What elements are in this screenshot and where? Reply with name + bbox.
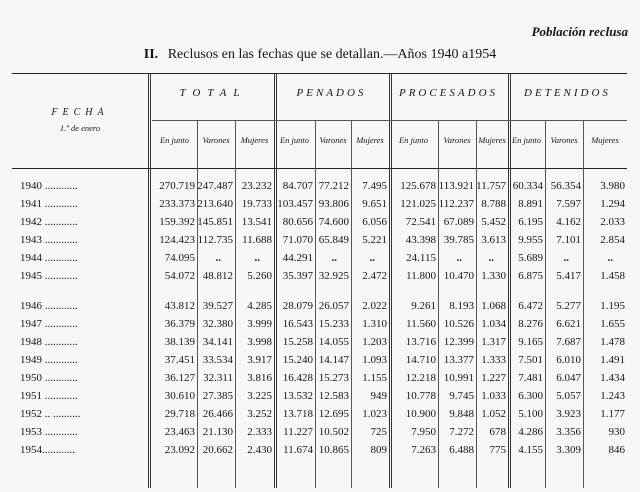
value-cell: 72.541 [405, 216, 436, 228]
value-cell: 1.203 [362, 336, 387, 348]
value-cell: 28.079 [282, 300, 313, 312]
table-row [0, 267, 640, 285]
table-row [0, 369, 640, 387]
value-cell: 9.651 [362, 198, 387, 210]
value-cell: 34.141 [202, 336, 233, 348]
value-cell: 7.950 [411, 426, 436, 438]
value-cell: 112.735 [197, 234, 233, 246]
value-cell: 1.177 [600, 408, 625, 420]
value-cell: 1.491 [600, 354, 625, 366]
column-subheader: En junto [398, 135, 429, 145]
value-cell: 1.052 [481, 408, 506, 420]
value-cell: .. [563, 252, 569, 264]
column-subheader: Varones [319, 135, 347, 145]
value-cell: 1.195 [600, 300, 625, 312]
value-cell: 26.466 [202, 408, 233, 420]
year-cell: 1946 ............ [20, 300, 78, 312]
value-cell: 8.276 [518, 318, 543, 330]
value-cell: 3.923 [556, 408, 581, 420]
value-cell: 14.055 [318, 336, 349, 348]
value-cell: 10.991 [443, 372, 474, 384]
table-title [0, 47, 640, 63]
value-cell: 10.900 [405, 408, 436, 420]
value-cell: 6.047 [556, 372, 581, 384]
value-cell: 3.917 [247, 354, 272, 366]
column-subheader: Varones [202, 135, 230, 145]
page-header: Población reclusa [531, 24, 628, 39]
value-cell: 10.502 [318, 426, 349, 438]
value-cell: 4.285 [247, 300, 272, 312]
year-cell: 1950 ............ [20, 372, 78, 384]
value-cell: 12.695 [318, 408, 349, 420]
group-underline [389, 120, 508, 121]
value-cell: 13.377 [443, 354, 474, 366]
value-cell: 16.543 [282, 318, 313, 330]
value-cell: 14.147 [318, 354, 349, 366]
value-cell: 14.710 [405, 354, 436, 366]
value-cell: 145.851 [197, 216, 233, 228]
fecha-header: FECHA [51, 107, 109, 118]
value-cell: 3.816 [247, 372, 272, 384]
value-cell: 247.487 [197, 180, 233, 192]
value-cell: 13.532 [282, 390, 313, 402]
column-subheader: Varones [443, 135, 471, 145]
value-cell: 846 [608, 444, 625, 456]
column-subheader: Mujeres [591, 135, 619, 145]
value-cell: 36.379 [164, 318, 195, 330]
value-cell: 6.010 [556, 354, 581, 366]
value-cell: 23.232 [241, 180, 272, 192]
value-cell: 2.022 [362, 300, 387, 312]
value-cell: 1.434 [600, 372, 625, 384]
value-cell: 1.333 [481, 354, 506, 366]
value-cell: 13.718 [282, 408, 313, 420]
value-cell: 5.277 [556, 300, 581, 312]
value-cell: 8.891 [518, 198, 543, 210]
value-cell: .. [456, 252, 462, 264]
value-cell: 20.662 [202, 444, 233, 456]
value-cell: 39.527 [202, 300, 233, 312]
value-cell: 36.127 [164, 372, 195, 384]
value-cell: 15.273 [318, 372, 349, 384]
value-cell: 5.689 [518, 252, 543, 264]
value-cell: 11.757 [476, 180, 506, 192]
value-cell: 3.225 [247, 390, 272, 402]
value-cell: 949 [370, 390, 387, 402]
value-cell: 6.621 [556, 318, 581, 330]
value-cell: 5.452 [481, 216, 506, 228]
column-subheader: En junto [511, 135, 542, 145]
value-cell: 43.812 [164, 300, 195, 312]
value-cell: 6.056 [362, 216, 387, 228]
value-cell: 1.155 [362, 372, 387, 384]
value-cell: 1.317 [481, 336, 506, 348]
table-row [0, 231, 640, 249]
value-cell: 1.227 [481, 372, 506, 384]
value-cell: 32.925 [318, 270, 349, 282]
value-cell: 2.430 [247, 444, 272, 456]
value-cell: 3.309 [556, 444, 581, 456]
value-cell: 8.788 [481, 198, 506, 210]
year-cell: 1945 ............ [20, 270, 78, 282]
value-cell: 35.397 [282, 270, 313, 282]
group-header: DETENIDOS [524, 87, 611, 99]
value-cell: 33.534 [202, 354, 233, 366]
table-row [0, 405, 640, 423]
value-cell: 56.354 [550, 180, 581, 192]
value-cell: 1.294 [600, 198, 625, 210]
value-cell: 67.089 [443, 216, 474, 228]
column-subheader: En junto [279, 135, 310, 145]
value-cell: 7.495 [362, 180, 387, 192]
table-row [0, 177, 640, 195]
value-cell: 15.233 [318, 318, 349, 330]
table-row [0, 297, 640, 315]
value-cell: 19.733 [241, 198, 272, 210]
value-cell: 121.025 [400, 198, 436, 210]
table-row [0, 249, 640, 267]
value-cell: 725 [370, 426, 387, 438]
value-cell: 3.998 [247, 336, 272, 348]
value-cell: 6.300 [518, 390, 543, 402]
value-cell: 8.193 [449, 300, 474, 312]
value-cell: 11.800 [406, 270, 436, 282]
value-cell: .. [488, 252, 494, 264]
year-cell: 1940 ............ [20, 180, 78, 192]
table-row [0, 195, 640, 213]
value-cell: 124.423 [159, 234, 195, 246]
value-cell: 29.718 [164, 408, 195, 420]
group-underline [152, 120, 274, 121]
top-rule [12, 73, 627, 74]
value-cell: 15.258 [282, 336, 313, 348]
header-rule [12, 168, 627, 169]
table-row [0, 387, 640, 405]
year-cell: 1947 ............ [20, 318, 78, 330]
table-row [0, 333, 640, 351]
value-cell: 2.854 [600, 234, 625, 246]
value-cell: 23.092 [164, 444, 195, 456]
table-row [0, 351, 640, 369]
value-cell: 11.227 [283, 426, 313, 438]
value-cell: 1.330 [481, 270, 506, 282]
value-cell: 12.583 [318, 390, 349, 402]
year-cell: 1942 ............ [20, 216, 78, 228]
value-cell: 5.221 [362, 234, 387, 246]
value-cell: 2.472 [362, 270, 387, 282]
value-cell: 15.240 [282, 354, 313, 366]
value-cell: 10.526 [443, 318, 474, 330]
value-cell: 6.195 [518, 216, 543, 228]
value-cell: 213.640 [197, 198, 233, 210]
value-cell: 60.334 [512, 180, 543, 192]
group-header: PROCESADOS [398, 87, 499, 99]
value-cell: 5.100 [518, 408, 543, 420]
group-underline [508, 120, 627, 121]
value-cell: 9.745 [449, 390, 474, 402]
value-cell: 1.068 [481, 300, 506, 312]
value-cell: 38.139 [164, 336, 195, 348]
value-cell: 1.478 [600, 336, 625, 348]
value-cell: .. [215, 252, 221, 264]
column-subheader: Mujeres [478, 135, 506, 145]
value-cell: 37.451 [164, 354, 195, 366]
value-cell: 65.849 [318, 234, 349, 246]
value-cell: 5.260 [247, 270, 272, 282]
value-cell: 809 [370, 444, 387, 456]
value-cell: 4.286 [518, 426, 543, 438]
value-cell: 270.719 [159, 180, 195, 192]
value-cell: 6.488 [449, 444, 474, 456]
value-cell: 1.458 [600, 270, 625, 282]
value-cell: 44.291 [282, 252, 313, 264]
value-cell: 43.398 [405, 234, 436, 246]
value-cell: 2.333 [247, 426, 272, 438]
year-cell: 1948 ............ [20, 336, 78, 348]
column-subheader: En junto [159, 135, 190, 145]
value-cell: 23.463 [164, 426, 195, 438]
value-cell: 1.034 [481, 318, 506, 330]
value-cell: .. [254, 252, 260, 264]
value-cell: 12.399 [443, 336, 474, 348]
value-cell: 11.674 [283, 444, 313, 456]
value-cell: 3.999 [247, 318, 272, 330]
value-cell: 7.501 [518, 354, 543, 366]
year-cell: 1952 .. .......... [20, 408, 81, 420]
table-row [0, 441, 640, 459]
value-cell: 775 [489, 444, 506, 456]
value-cell: 26.057 [318, 300, 349, 312]
value-cell: 1.655 [600, 318, 625, 330]
value-cell: 7.481 [518, 372, 543, 384]
value-cell: .. [369, 252, 375, 264]
value-cell: 9.955 [518, 234, 543, 246]
year-cell: 1953 ............ [20, 426, 78, 438]
value-cell: 125.678 [400, 180, 436, 192]
value-cell: 48.812 [202, 270, 233, 282]
value-cell: 30.610 [164, 390, 195, 402]
value-cell: 4.162 [556, 216, 581, 228]
value-cell: 7.687 [556, 336, 581, 348]
value-cell: 1.093 [362, 354, 387, 366]
value-cell: 6.875 [518, 270, 543, 282]
value-cell: 3.252 [247, 408, 272, 420]
value-cell: 113.921 [438, 180, 474, 192]
value-cell: 5.057 [556, 390, 581, 402]
year-cell: 1943 ............ [20, 234, 78, 246]
value-cell: 13.716 [405, 336, 436, 348]
value-cell: 77.212 [318, 180, 349, 192]
value-cell: 3.613 [481, 234, 506, 246]
year-cell: 1941 ............ [20, 198, 78, 210]
fecha-subheader: 1.º de enero [59, 123, 101, 133]
value-cell: 12.218 [405, 372, 436, 384]
value-cell: 7.101 [556, 234, 581, 246]
table-row [0, 423, 640, 441]
value-cell: 54.072 [164, 270, 195, 282]
value-cell: 4.155 [518, 444, 543, 456]
year-cell: 1951 ............ [20, 390, 78, 402]
column-subheader: Varones [550, 135, 578, 145]
year-cell: 1944 ............ [20, 252, 78, 264]
value-cell: 159.392 [159, 216, 195, 228]
value-cell: 678 [489, 426, 506, 438]
value-cell: 1.023 [362, 408, 387, 420]
value-cell: 7.263 [411, 444, 436, 456]
value-cell: 10.470 [443, 270, 474, 282]
value-cell: 71.070 [282, 234, 313, 246]
value-cell: 7.597 [556, 198, 581, 210]
value-cell: 3.356 [556, 426, 581, 438]
value-cell: 233.373 [159, 198, 195, 210]
value-cell: 93.806 [318, 198, 349, 210]
value-cell: 930 [608, 426, 625, 438]
value-cell: .. [331, 252, 337, 264]
value-cell: 13.541 [241, 216, 272, 228]
table-number: II. [143, 47, 159, 62]
value-cell: 9.261 [411, 300, 436, 312]
value-cell: 32.311 [203, 372, 233, 384]
value-cell: 1.310 [362, 318, 387, 330]
value-cell: 1.033 [481, 390, 506, 402]
year-cell: 1954............ [20, 444, 75, 456]
group-underline [274, 120, 389, 121]
value-cell: 3.980 [600, 180, 625, 192]
value-cell: 74.095 [164, 252, 195, 264]
group-header: TOTAL [179, 87, 247, 99]
value-cell: 2.033 [600, 216, 625, 228]
group-header: PENADOS [296, 87, 367, 99]
value-cell: 16.428 [282, 372, 313, 384]
table-row [0, 213, 640, 231]
value-cell: 10.865 [318, 444, 349, 456]
value-cell: 103.457 [277, 198, 313, 210]
value-cell: 39.785 [443, 234, 474, 246]
value-cell: 10.778 [405, 390, 436, 402]
value-cell: 21.130 [202, 426, 233, 438]
value-cell: 32.380 [202, 318, 233, 330]
value-cell: 5.417 [556, 270, 581, 282]
value-cell: 11.560 [406, 318, 436, 330]
year-cell: 1949 ............ [20, 354, 78, 366]
value-cell: 84.707 [282, 180, 313, 192]
value-cell: 9.848 [449, 408, 474, 420]
value-cell: 27.385 [202, 390, 233, 402]
value-cell: 11.688 [242, 234, 272, 246]
column-subheader: Mujeres [240, 135, 269, 145]
value-cell: 24.115 [406, 252, 436, 264]
value-cell: 1.243 [600, 390, 625, 402]
column-subheader: Mujeres [356, 135, 384, 145]
value-cell: 112.237 [438, 198, 474, 210]
value-cell: .. [607, 252, 613, 264]
value-cell: 7.272 [449, 426, 474, 438]
value-cell: 6.472 [518, 300, 543, 312]
value-cell: 9.165 [518, 336, 543, 348]
table-title-text: Reclusos en las fechas que se detallan.—Años 1940 a1954 [167, 47, 497, 62]
value-cell: 74.600 [318, 216, 349, 228]
value-cell: 80.656 [282, 216, 313, 228]
table-row [0, 315, 640, 333]
